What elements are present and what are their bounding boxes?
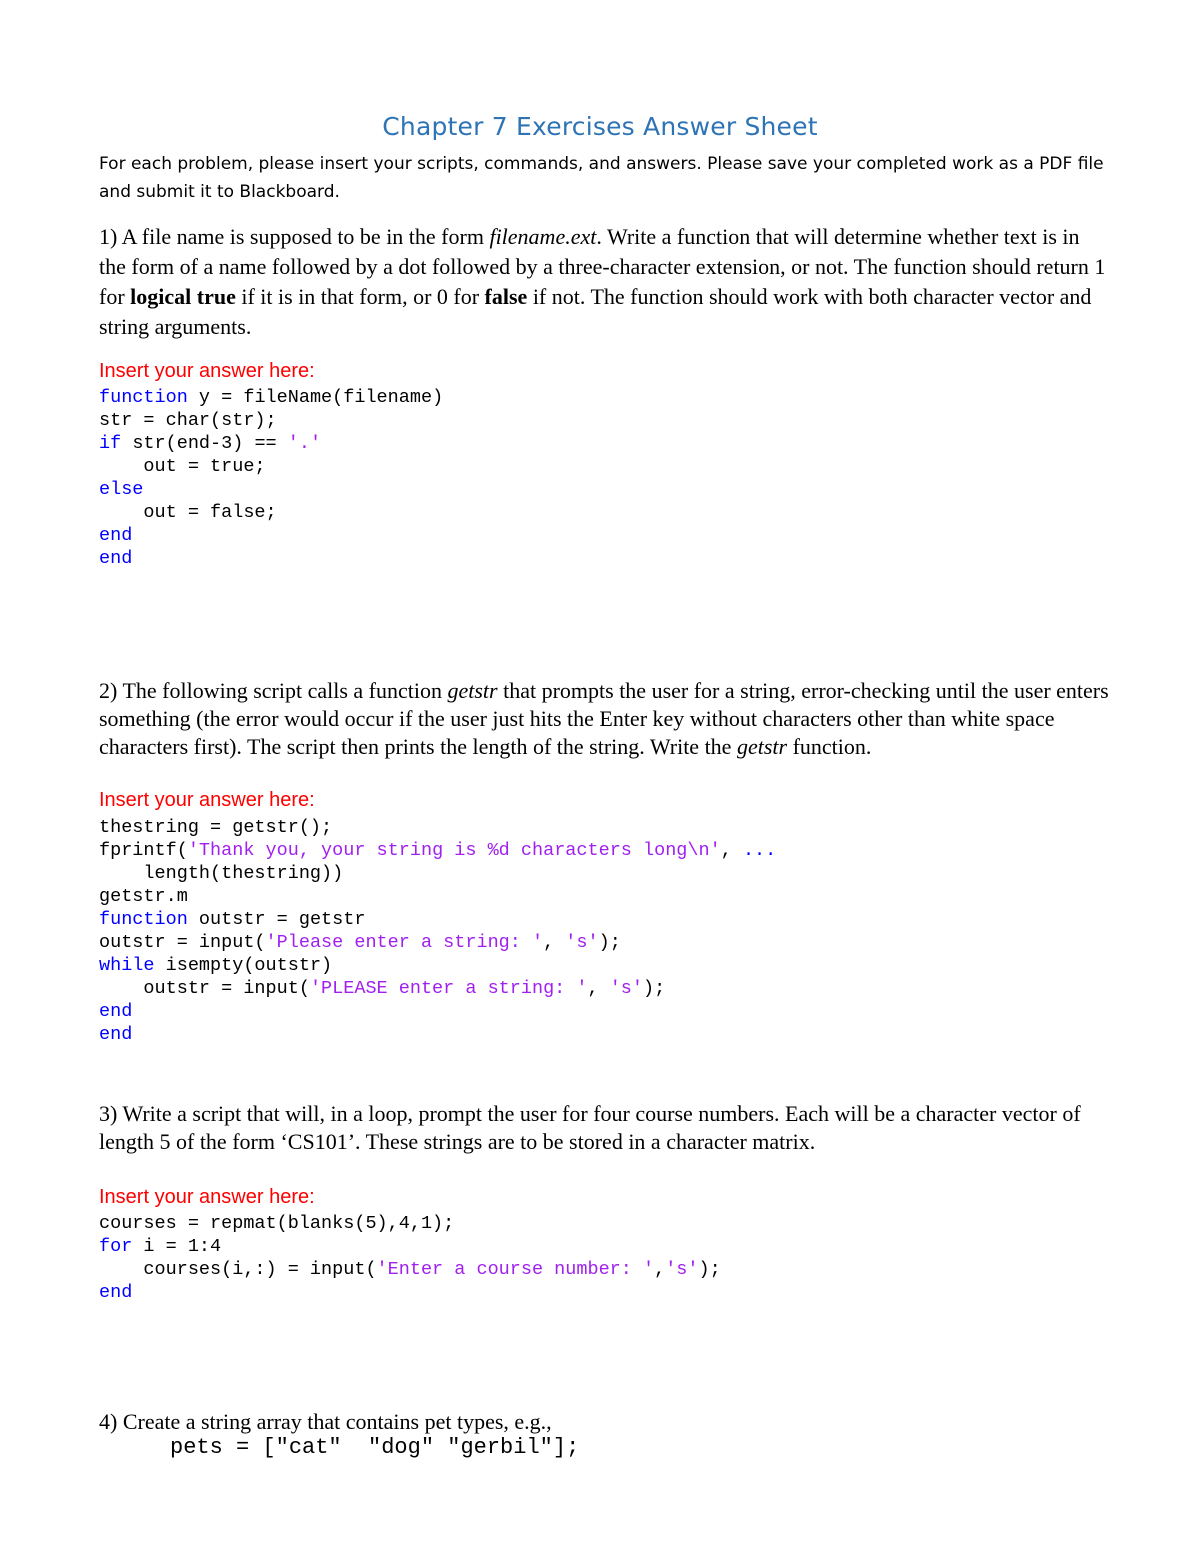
page-title: Chapter 7 Exercises Answer Sheet: [382, 112, 818, 141]
answer-label-1: Insert your answer here:: [99, 360, 315, 382]
question-1: 1) A file name is supposed to be in the form filename.ext. Write a function that will determine whether text is in the form of a name followed by a dot followed by a three-character extension, or not. The function should return 1 for logical true if it is in that form, or 0 for false if not. The function should work with both character vector and string arguments.: [99, 224, 1106, 339]
answer-label-3: Insert your answer here:: [99, 1186, 315, 1208]
pets-code: pets = ["cat" "dog" "gerbil"];: [170, 1435, 580, 1460]
instructions: For each problem, please insert your scripts, commands, and answers. Please save your completed work as a PDF file and submit it to Blackboard.: [99, 154, 1104, 202]
question-number: 3): [99, 1101, 118, 1126]
question-number: 1): [99, 224, 118, 249]
question-number: 4): [99, 1409, 118, 1434]
question-2: 2) The following script calls a function getstr that prompts the user for a string, error-checking until the user enters something (the error would occur if the user just hits the Enter key without characters other than white space characters first). The script then prints the length of the string. Write the getstr function.: [99, 678, 1109, 759]
question-number: 2): [99, 678, 118, 703]
answer-code-1: function y = fileName(filename) str = char(str); if str(end-3) == '.' out = true; else out = false; end end: [99, 387, 444, 569]
question-4: 4) Create a string array that contains pet types, e.g.,: [99, 1409, 552, 1434]
answer-label-2: Insert your answer here:: [99, 789, 315, 811]
answer-code-3: courses = repmat(blanks(5),4,1); for i = 1:4 courses(i,:) = input('Enter a course number: ','s'); end: [99, 1213, 721, 1303]
question-3: 3) Write a script that will, in a loop, prompt the user for four course numbers. Each will be a character vector of length 5 of the form ‘CS101’. These strings are to be stored in a character matrix.: [99, 1101, 1081, 1154]
answer-code-2: thestring = getstr(); fprintf('Thank you, your string is %d characters long\n', ... length(thestring)) getstr.m function outstr = getstr outstr = input('Please enter a string: ', 's'); while isempty(outstr) outstr = input('PLEASE enter a string: ', 's'); end end: [99, 817, 777, 1045]
